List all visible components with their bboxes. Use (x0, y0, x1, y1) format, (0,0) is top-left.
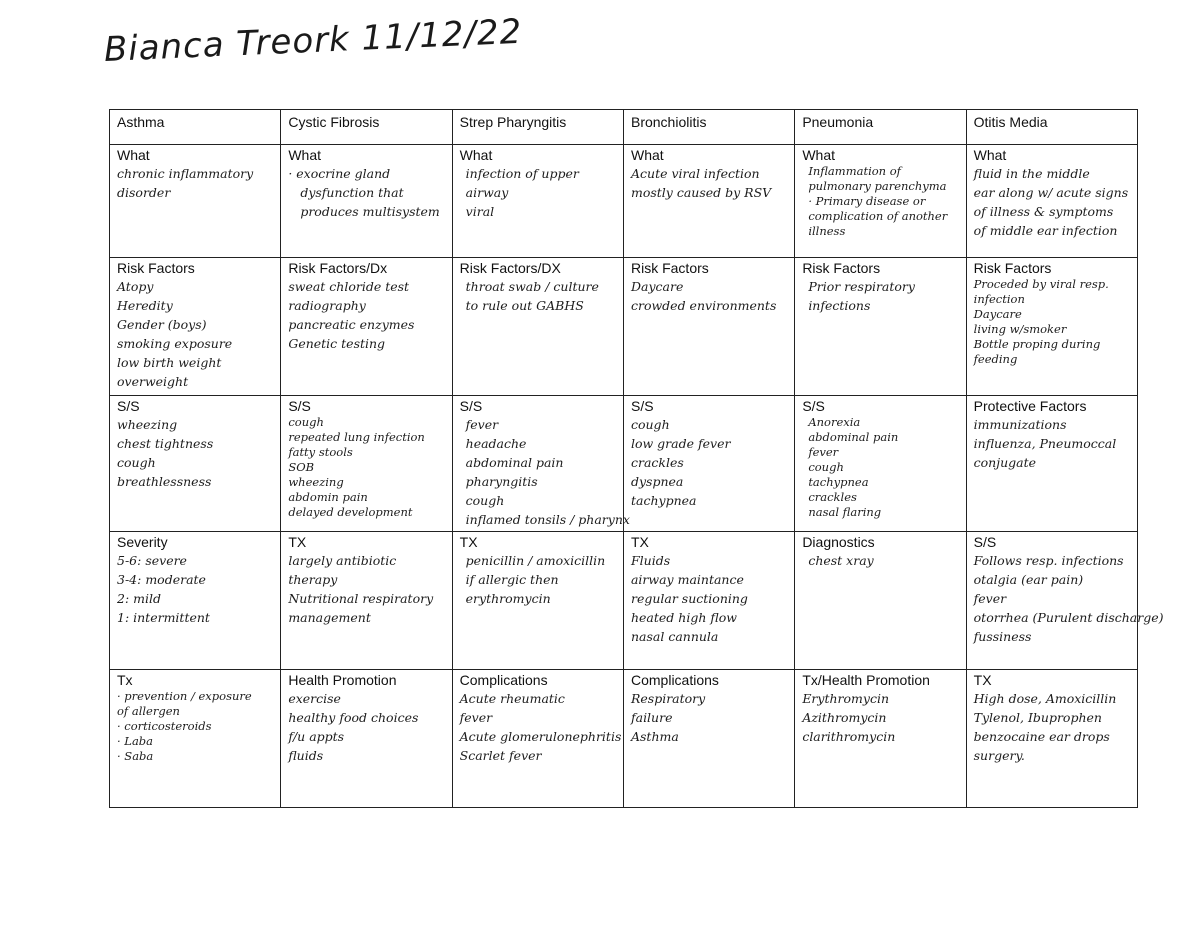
handwritten-note: · exocrine gland (288, 166, 391, 181)
table-cell (452, 532, 623, 670)
handwritten-note: · Primary disease or (808, 194, 926, 208)
handwritten-note: chronic inflammatory (117, 166, 254, 181)
handwritten-note: smoking exposure (117, 336, 233, 351)
handwritten-note: Erythromycin (802, 691, 890, 706)
handwritten-note: cough (630, 417, 670, 432)
handwritten-note: fluid in the middle (973, 166, 1090, 181)
table-cell (110, 145, 281, 258)
handwritten-note: abdominal pain (808, 430, 899, 444)
table-row (110, 532, 1138, 670)
handwritten-note: Asthma (630, 729, 679, 744)
handwritten-note: healthy food choices (288, 710, 419, 725)
table-cell (966, 670, 1137, 808)
handwritten-note: SOB (288, 460, 315, 474)
column-header-label: Asthma (117, 114, 165, 130)
table-row (110, 145, 1138, 258)
table-cell (452, 670, 623, 808)
cell-heading: What (288, 147, 322, 163)
handwritten-note: airway (465, 185, 509, 200)
handwritten-note: of allergen (117, 704, 180, 718)
handwritten-note: exercise (288, 691, 341, 706)
cell-heading: Risk Factors (973, 260, 1052, 276)
table-cell (281, 258, 452, 396)
cell-heading: What (802, 147, 835, 163)
handwritten-note: crackles (630, 455, 684, 470)
handwritten-note: influenza, Pneumoccal (973, 436, 1117, 451)
handwritten-note: inflamed tonsils / pharynx (465, 512, 630, 527)
handwritten-note: sweat chloride test (288, 279, 410, 294)
handwritten-note: abdomin pain (288, 490, 368, 504)
handwritten-note: Gender (boys) (117, 317, 207, 332)
column-header-label: Pneumonia (802, 114, 874, 130)
handwritten-note: Inflammation of (808, 164, 901, 178)
cell-heading: S/S (973, 534, 997, 550)
handwritten-note: tachypnea (630, 493, 697, 508)
table-cell (966, 532, 1164, 670)
handwritten-note: ear along w/ acute signs (973, 185, 1129, 200)
cell-heading: Risk Factors (630, 260, 709, 276)
handwritten-note: nasal cannula (630, 629, 719, 644)
handwritten-note: infection (973, 292, 1025, 306)
handwritten-note: Heredity (117, 298, 173, 313)
cell-heading: What (630, 147, 664, 163)
handwritten-note: Daycare (973, 307, 1022, 321)
handwritten-note: wheezing (117, 417, 178, 432)
handwritten-note: cough (117, 455, 156, 470)
handwritten-note: of illness & symptoms (973, 204, 1114, 219)
handwritten-note: chest tightness (117, 436, 214, 451)
cell-heading: S/S (288, 398, 311, 414)
column-header (623, 110, 794, 145)
handwritten-note: Tylenol, Ibuprophen (973, 710, 1102, 725)
cell-heading: Health Promotion (288, 672, 397, 688)
table-cell (281, 670, 452, 808)
handwritten-note: surgery. (973, 748, 1025, 763)
handwritten-note: breathlessness (117, 474, 212, 489)
handwritten-note: Prior respiratory (808, 279, 915, 294)
column-header (110, 110, 281, 145)
handwritten-note: management (288, 610, 371, 625)
table-cell (623, 145, 794, 258)
table-cell (110, 670, 281, 808)
table-cell (623, 670, 794, 808)
table-cell (281, 396, 452, 532)
handwritten-note: failure (630, 710, 673, 725)
handwritten-note: conjugate (973, 455, 1037, 470)
handwritten-note: Atopy (117, 279, 154, 294)
handwritten-note: viral (465, 204, 495, 219)
cell-heading: Risk Factors/Dx (288, 260, 388, 276)
column-header-label: Otitis Media (973, 114, 1048, 130)
table-cell (795, 532, 966, 670)
table-row (110, 396, 1138, 532)
handwritten-note: produces multisystem (300, 204, 440, 219)
handwritten-note: · Laba (117, 734, 154, 748)
handwritten-note: Nutritional respiratory (288, 591, 434, 606)
cell-heading: What (459, 147, 493, 163)
handwritten-note: cough (465, 493, 505, 508)
handwritten-note: pharyngitis (465, 474, 538, 489)
cell-heading: TX (630, 534, 649, 550)
cell-heading: S/S (117, 398, 140, 414)
table-cell (452, 145, 623, 258)
handwritten-note: Bottle proping during (973, 337, 1101, 351)
handwritten-note: erythromycin (465, 591, 551, 606)
handwritten-note: complication of another (808, 209, 948, 223)
handwritten-note: mostly caused by RSV (630, 185, 772, 200)
handwritten-note: nasal flaring (808, 505, 882, 519)
handwritten-note: fever (973, 591, 1007, 606)
handwritten-note: High dose, Amoxicillin (973, 691, 1117, 706)
cell-heading: Tx (117, 672, 133, 688)
handwritten-note: delayed development (288, 505, 413, 519)
handwritten-note: regular suctioning (630, 591, 748, 606)
table-cell (795, 396, 966, 532)
handwritten-note: 3-4: moderate (117, 572, 206, 587)
handwritten-note: crackles (808, 490, 857, 504)
handwritten-note: fever (459, 710, 493, 725)
handwritten-note: Follows resp. infections (973, 553, 1124, 568)
handwritten-note: feeding (973, 352, 1018, 366)
handwritten-note: infection of upper (465, 166, 579, 181)
table-cell (623, 258, 794, 396)
handwritten-note: f/u appts (288, 729, 345, 744)
column-header (795, 110, 966, 145)
handwritten-note: crowded environments (630, 298, 777, 313)
column-header-label: Bronchiolitis (630, 114, 707, 130)
cell-heading: Risk Factors (802, 260, 881, 276)
handwritten-note: therapy (288, 572, 338, 587)
handwritten-note: Genetic testing (288, 336, 386, 351)
handwritten-note: fatty stools (288, 445, 353, 459)
cell-heading: Protective Factors (973, 398, 1087, 414)
handwritten-note: airway maintance (630, 572, 744, 587)
handwritten-note: abdominal pain (465, 455, 564, 470)
handwritten-note: fever (808, 445, 839, 459)
handwritten-note: benzocaine ear drops (973, 729, 1110, 744)
handwritten-note: repeated lung infection (288, 430, 425, 444)
column-header (281, 110, 452, 145)
cell-heading: Diagnostics (802, 534, 875, 550)
handwritten-note: · Saba (117, 749, 154, 763)
handwritten-note: dyspnea (630, 474, 684, 489)
cell-heading: TX (973, 672, 992, 688)
handwritten-note: dysfunction that (300, 185, 404, 200)
handwritten-note: throat swab / culture (465, 279, 599, 294)
handwritten-note: fever (465, 417, 499, 432)
column-header-label: Cystic Fibrosis (288, 114, 380, 130)
table-cell (623, 532, 794, 670)
handwritten-note: tachypnea (808, 475, 869, 489)
table-cell (110, 258, 281, 396)
cell-heading: Tx/Health Promotion (802, 672, 930, 688)
handwritten-note: otalgia (ear pain) (973, 572, 1084, 587)
cell-heading: TX (459, 534, 478, 550)
handwritten-note: Proceded by viral resp. (973, 277, 1109, 291)
handwritten-note: Acute glomerulonephritis (459, 729, 622, 744)
column-header-label: Strep Pharyngitis (459, 114, 567, 130)
cell-heading: S/S (459, 398, 483, 414)
handwritten-note: heated high flow (630, 610, 737, 625)
handwritten-note: 5-6: severe (117, 553, 187, 568)
table-cell (452, 396, 630, 532)
handwritten-note: illness (808, 224, 846, 238)
handwritten-note: Daycare (630, 279, 684, 294)
handwritten-note: if allergic then (465, 572, 559, 587)
column-header (452, 110, 623, 145)
cell-heading: Complications (630, 672, 719, 688)
handwritten-note: cough (808, 460, 844, 474)
table-cell (281, 145, 452, 258)
column-header (966, 110, 1137, 145)
table-cell (966, 396, 1137, 532)
disease-comparison-table (109, 109, 1164, 808)
handwritten-note: to rule out GABHS (465, 298, 584, 313)
handwritten-note: penicillin / amoxicillin (465, 553, 606, 568)
handwritten-note: wheezing (288, 475, 344, 489)
handwritten-note: Scarlet fever (459, 748, 542, 763)
handwritten-note: otorrhea (Purulent discharge) (973, 610, 1164, 625)
table-header-row (110, 110, 1138, 145)
cell-heading: S/S (630, 398, 654, 414)
handwritten-note: Fluids (630, 553, 671, 568)
handwritten-note: clarithromycin (802, 729, 896, 744)
handwritten-note: chest xray (808, 553, 874, 568)
handwritten-note: infections (808, 298, 871, 313)
cell-heading: Severity (117, 534, 168, 550)
handwritten-note: headache (465, 436, 527, 451)
handwritten-note: radiography (288, 298, 366, 313)
handwritten-note: disorder (117, 185, 171, 200)
table-cell (795, 145, 966, 258)
handwritten-note: fluids (288, 748, 324, 763)
handwritten-note: Respiratory (630, 691, 706, 706)
cell-heading: What (117, 147, 150, 163)
table-cell (795, 258, 966, 396)
handwritten-note: cough (288, 415, 324, 429)
handwritten-note: 1: intermittent (117, 610, 210, 625)
handwritten-note: fussiness (973, 629, 1032, 644)
table-cell (110, 396, 281, 532)
cell-heading: Complications (459, 672, 548, 688)
handwritten-title: Bianca Treork 11/12/22 (103, 11, 523, 70)
handwritten-note: low birth weight (117, 355, 222, 370)
handwritten-note: overweight (117, 374, 189, 389)
table-cell (623, 396, 794, 532)
cell-heading: What (973, 147, 1007, 163)
table-row (110, 258, 1138, 396)
table-cell (452, 258, 623, 396)
handwritten-note: living w/smoker (973, 322, 1067, 336)
handwritten-note: immunizations (973, 417, 1067, 432)
handwritten-note: 2: mild (117, 591, 161, 606)
handwritten-note: pancreatic enzymes (288, 317, 415, 332)
handwritten-note: low grade fever (630, 436, 731, 451)
table-cell (795, 670, 966, 808)
cell-heading: Risk Factors (117, 260, 195, 276)
handwritten-note: Acute viral infection (630, 166, 760, 181)
handwritten-note: largely antibiotic (288, 553, 397, 568)
cell-heading: Risk Factors/DX (459, 260, 561, 276)
handwritten-note: · corticosteroids (117, 719, 212, 733)
cell-heading: TX (288, 534, 307, 550)
handwritten-note: · prevention / exposure (117, 689, 252, 703)
table-cell (966, 145, 1137, 258)
handwritten-note: of middle ear infection (973, 223, 1118, 238)
table-cell (281, 532, 452, 670)
handwritten-note: Azithromycin (802, 710, 887, 725)
cell-heading: S/S (802, 398, 825, 414)
table-cell (110, 532, 281, 670)
handwritten-note: pulmonary parenchyma (808, 179, 947, 193)
handwritten-note: Anorexia (808, 415, 861, 429)
table-cell (966, 258, 1137, 396)
handwritten-note: Acute rheumatic (459, 691, 565, 706)
table-row (110, 670, 1138, 808)
